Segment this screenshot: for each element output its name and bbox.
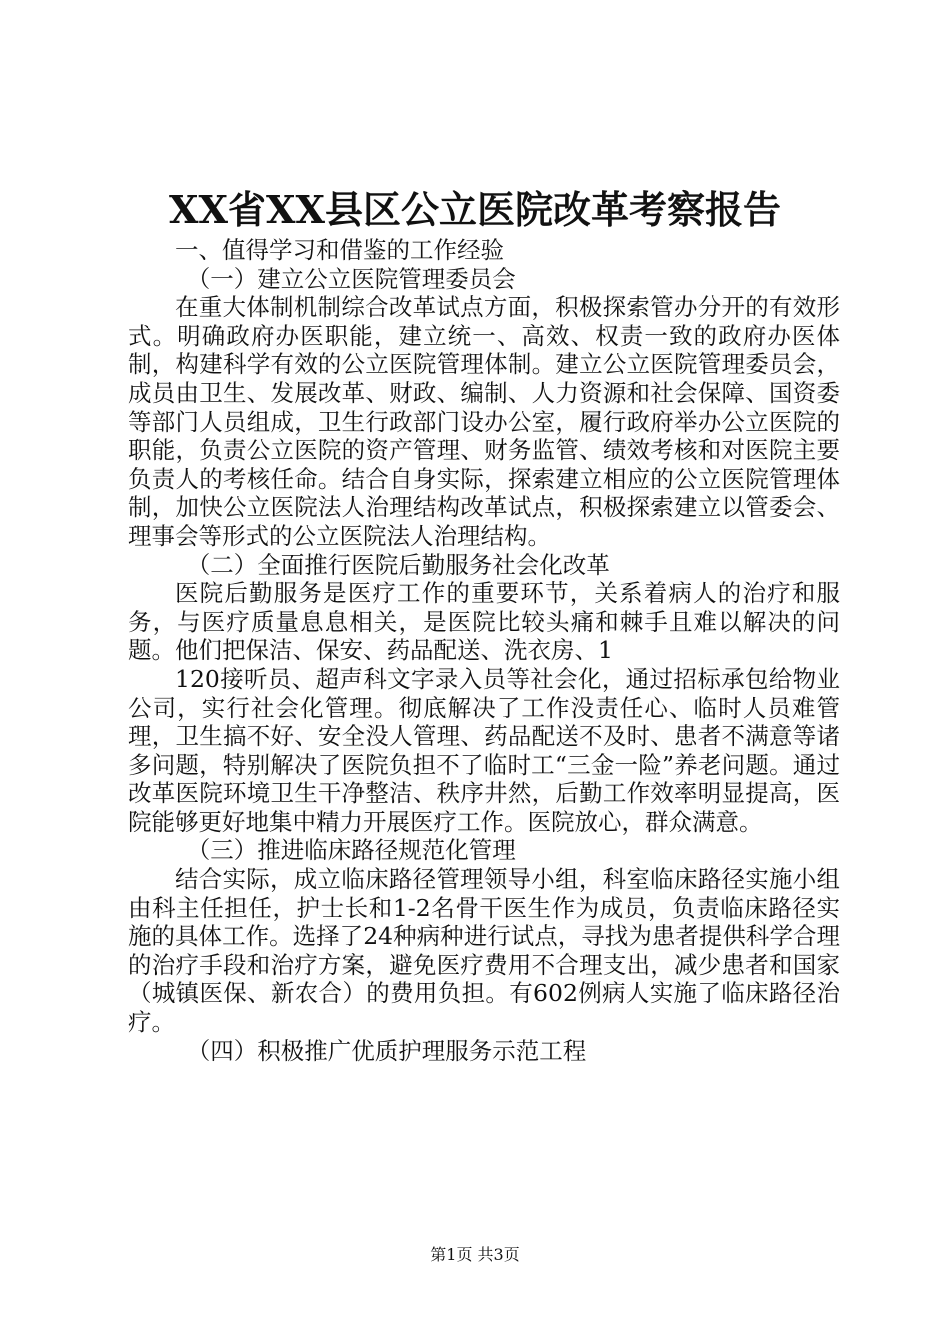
- section-heading: 一、值得学习和借鉴的工作经验: [175, 236, 504, 264]
- body-paragraph: 医院后勤服务是医疗工作的重要环节，关系着病人的治疗和服务，与医疗质量息息相关，是医院比较头痛和棘手且难以解决的问题。他们把保洁、保安、药品配送、洗衣房、1: [128, 579, 840, 665]
- body-paragraph: 在重大体制机制综合改革试点方面，积极探索管办分开的有效形式。明确政府办医职能，建立统一、高效、权责一致的政府办医体制，构建科学有效的公立医院管理体制。建立公立医院管理委员会，成员由卫生、发展改革、财政、编制、人力资源和社会保障、国资委等部门人员组成，卫生行政部门设办公室，履行政府举办公立医院的职能，负责公立医院的资产管理、财务监管、绩效考核和对医院主要负责人的考核任命。结合自身实际，探索建立相应的公立医院管理体制，加快公立医院法人治理结构改革试点，积极探索建立以管委会、理事会等形式的公立医院法人治理结构。: [128, 293, 840, 550]
- subsection-heading: （四）积极推广优质护理服务示范工程: [186, 1036, 587, 1065]
- subsection-heading: （三）推进临床路径规范化管理: [186, 836, 516, 865]
- document-body: [128, 236, 840, 1065]
- subsection-heading: （二）全面推行医院后勤服务社会化改革: [186, 550, 610, 579]
- body-paragraph: 120接听员、超声科文字录入员等社会化，通过招标承包给物业公司，实行社会化管理。彻底解决了工作没责任心、临时人员难管理，卫生搞不好、安全没人管理、药品配送不及时、患者不满意等诸多问题，特别解决了医院负担不了临时工“三金一险”养老问题。通过改革医院环境卫生干净整洁、秩序井然，后勤工作效率明显提高，医院能够更好地集中精力开展医疗工作。医院放心，群众满意。: [128, 664, 840, 836]
- document-title: XX省XX县区公立医院改革考察报告: [169, 187, 781, 232]
- subsection-heading: （一）建立公立医院管理委员会: [186, 264, 516, 293]
- body-paragraph: 结合实际，成立临床路径管理领导小组，科室临床路径实施小组由科主任担任，护士长和1-2名骨干医生作为成员，负责临床路径实施的具体工作。选择了24种病种进行试点，寻找为患者提供科学合理的治疗手段和治疗方案，避免医疗费用不合理支出，减少患者和国家（城镇医保、新农合）的费用负担。有602例病人实施了临床路径治疗。: [128, 865, 840, 1037]
- page-footer: 第1页 共3页: [430, 1245, 520, 1264]
